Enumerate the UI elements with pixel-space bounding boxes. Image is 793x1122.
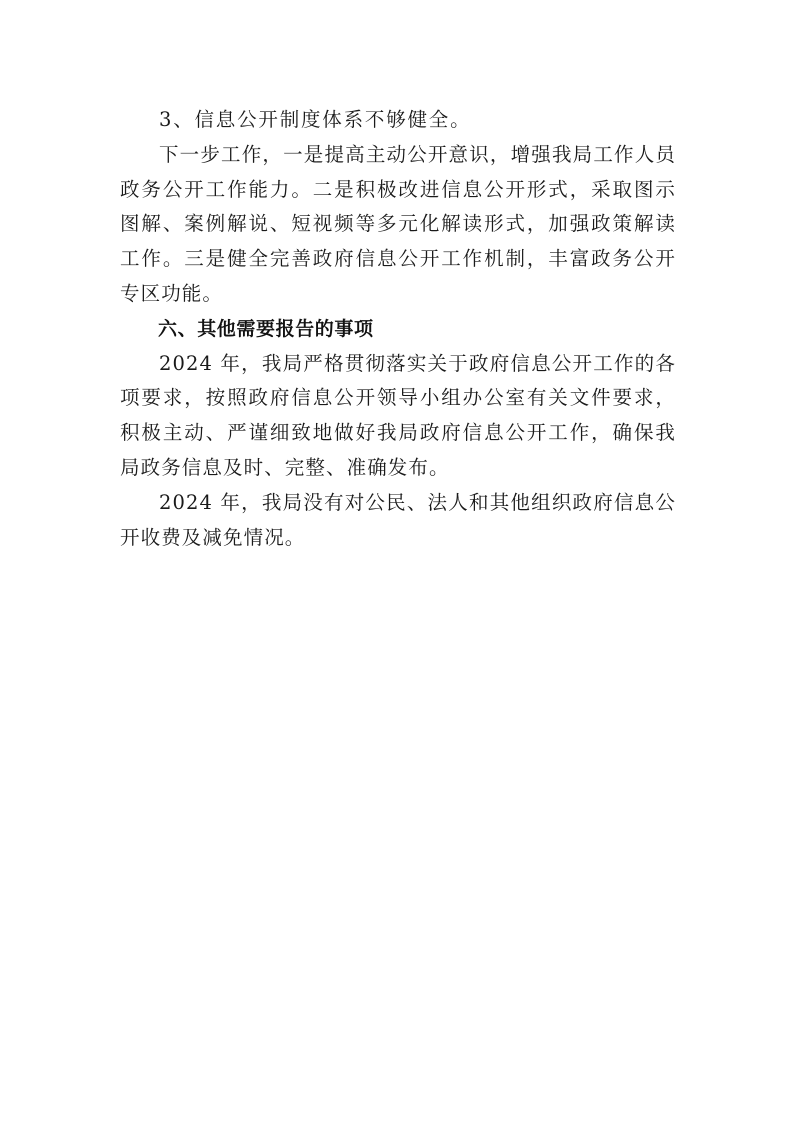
paragraph-2024-requirements: 2024 年，我局严格贯彻落实关于政府信息公开工作的各项要求，按照政府信息公开领导小组办公室有关文件要求，积极主动、严谨细致地做好我局政府信息公开工作，确保我局政务信息及时、完整、准确发布。	[120, 351, 676, 479]
paragraph-2024-fees: 2024 年，我局没有对公民、法人和其他组织政府信息公开收费及减免情况。	[120, 490, 676, 549]
document-body	[120, 103, 676, 555]
paragraph-next-steps: 下一步工作，一是提高主动公开意识，增强我局工作人员政务公开工作能力。二是积极改进信息公开形式，采取图示图解、案例解说、短视频等多元化解读形式，加强政策解读工作。三是健全完善政府信息公开工作机制，丰富政务公开专区功能。	[120, 142, 676, 305]
paragraph-system-incomplete: 3、信息公开制度体系不够健全。	[159, 108, 472, 131]
section-heading-other-matters: 六、其他需要报告的事项	[158, 317, 374, 340]
